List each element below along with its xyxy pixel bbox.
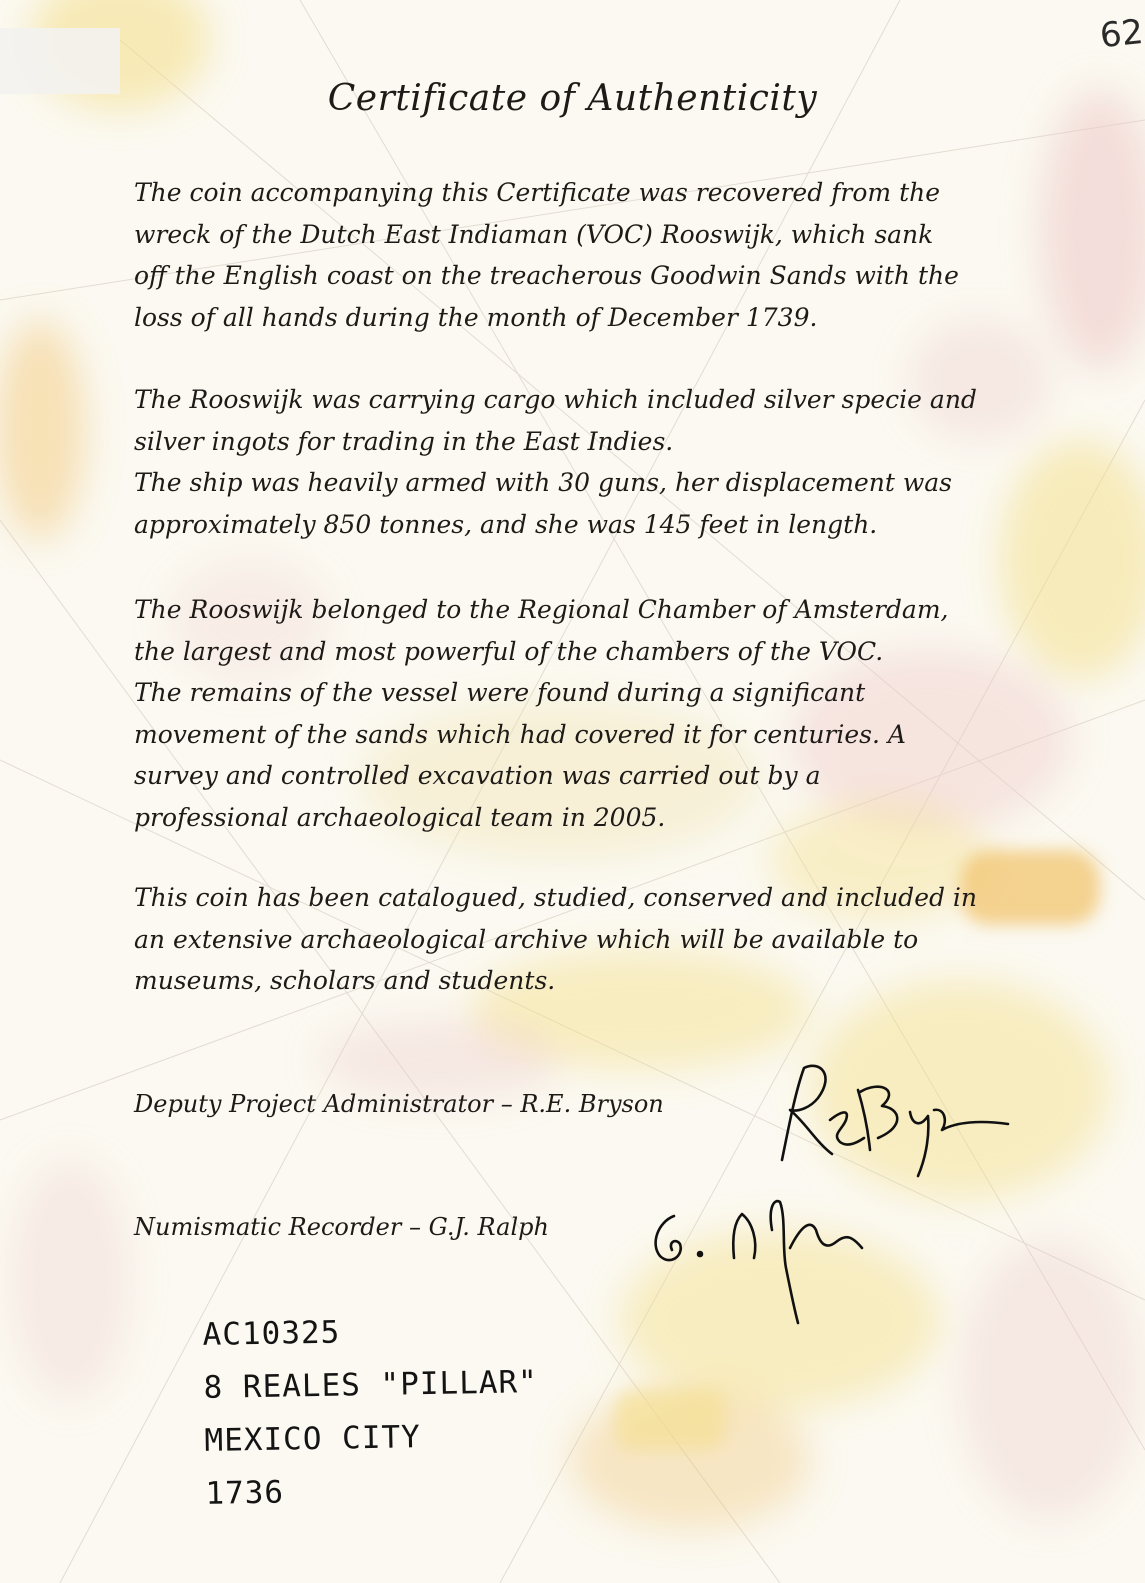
paragraph-archive	[134, 877, 1009, 1002]
coin-year: 1736	[205, 1474, 285, 1512]
paragraph-cargo	[134, 379, 1009, 545]
text-line: professional archaeological team in 2005.	[134, 802, 666, 832]
text-line: museums, scholars and students.	[134, 966, 556, 995]
signature-ralph	[640, 1178, 880, 1328]
signatory-recorder: Numismatic Recorder – G.J. Ralph	[134, 1213, 549, 1241]
text-line: The coin accompanying this Certificate was recovered from the	[134, 178, 941, 207]
text-line: silver ingots for trading in the East Indies.	[134, 426, 674, 456]
certificate-title: Certificate of Authenticity	[327, 78, 818, 119]
paragraph-recovery	[134, 172, 1009, 338]
text-line: loss of all hands during the month of December 1739.	[134, 302, 818, 332]
text-line: the largest and most powerful of the chambers of the VOC.	[134, 636, 884, 666]
handwritten-catalogue-note	[202, 1303, 540, 1521]
signature-bryson	[760, 1050, 1020, 1180]
text-line: survey and controlled excavation was carried out by a	[134, 761, 821, 790]
text-line: The Rooswijk belonged to the Regional Chamber of Amsterdam,	[134, 595, 949, 624]
text-line: approximately 850 tonnes, and she was 145 feet in length.	[134, 509, 878, 539]
text-line: wreck of the Dutch East Indiaman (VOC) Rooswijk, which sank	[134, 219, 934, 249]
text-line: The Rooswijk was carrying cargo which included silver specie and	[134, 385, 977, 414]
coin-denomination: 8 REALES "PILLAR"	[203, 1364, 539, 1406]
signatory-administrator: Deputy Project Administrator – R.E. Bryson	[134, 1090, 664, 1118]
catalogue-number: AC10325	[202, 1314, 341, 1353]
text-line: off the English coast on the treacherous Goodwin Sands with the	[134, 261, 959, 290]
text-line: movement of the sands which had covered it for centuries. A	[134, 719, 906, 749]
text-line: This coin has been catalogued, studied, conserved and included in	[134, 883, 978, 912]
coin-mint: MEXICO CITY	[204, 1419, 422, 1459]
page-number-tag: 62	[1098, 11, 1145, 57]
text-line: The remains of the vessel were found during a significant	[134, 678, 866, 707]
paragraph-excavation	[134, 589, 1009, 838]
text-line: an extensive archaeological archive which will be available to	[134, 924, 919, 954]
text-line: The ship was heavily armed with 30 guns, her displacement was	[134, 468, 952, 497]
